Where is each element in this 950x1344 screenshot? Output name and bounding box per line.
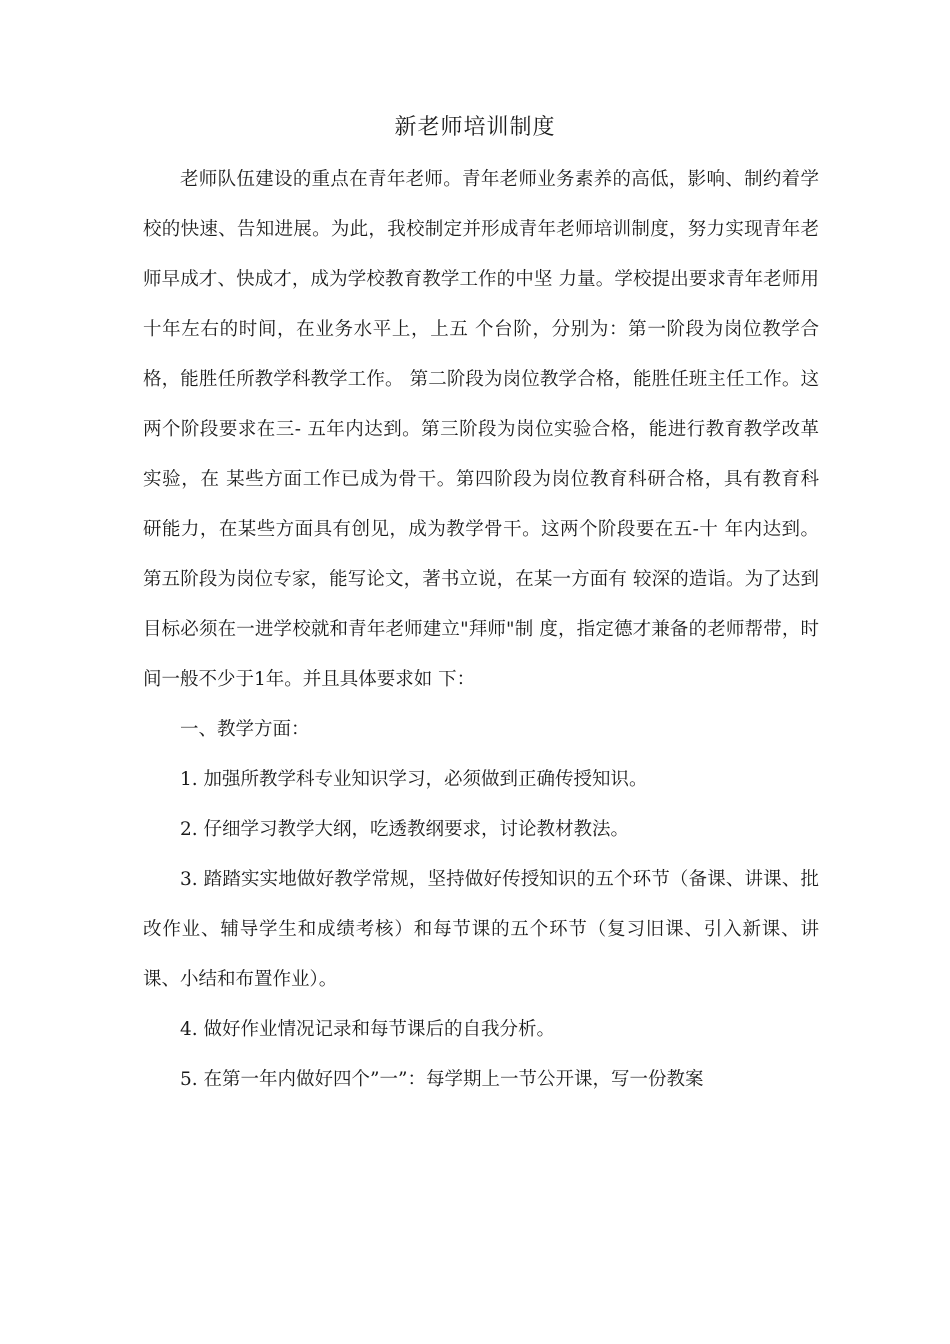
paragraph-item-3: 3. 踏踏实实地做好教学常规，坚持做好传授知识的五个环节（备课、讲课、批改作业、辅导学生和成绩考核）和每节课的五个环节（复习旧课、引入新课、讲课、小结和布置作业）。 [143, 869, 819, 990]
paragraph-item-5: 5. 在第一年内做好四个”一”：每学期上一节公开课，写一份教案 [180, 1069, 704, 1090]
paragraph-intro: 老师队伍建设的重点在青年老师。青年老师业务素养的高低，影响、制约着学校的快速、告知进展。为此，我校制定并形成青年老师培训制度，努力实现青年老师早成才、快成才，成为学校教育教学工作的中坚 力量。学校提出要求青年老师用十年左右的时间，在业务水平上，上五 个台阶，分别为：第一阶段为岗位教学合格，能胜任所教学科教学工作。 第二阶段为岗位教学合格，能胜任班主任工作。这两个阶段要求在三- 五年内达到。第三阶段为岗位实验合格，能进行教育教学改革实验，在 某些方面工作已成为骨干。第四阶段为岗位教育科研合格，具有教育科 研能力，在某些方面具有创见，成为教学骨干。这两个阶段要在五-十 年内达到。第五阶段为岗位专家，能写论文，著书立说，在某一方面有 较深的造诣。为了达到目标必须在一进学校就和青年老师建立"拜师"制 度，指定德才兼备的老师帮带，时间一般不少于1年。并且具体要求如 下： [143, 169, 819, 690]
paragraph-section-heading: 一、教学方面： [180, 719, 310, 740]
document-body [143, 155, 819, 1105]
paragraph-item-2: 2. 仔细学习教学大纲，吃透教纲要求，讨论教材教法。 [180, 819, 630, 840]
paragraph-item-1: 1. 加强所教学科专业知识学习，必须做到正确传授知识。 [180, 769, 648, 790]
document-title: 新老师培训制度 [394, 115, 556, 140]
paragraph-item-4: 4. 做好作业情况记录和每节课后的自我分析。 [180, 1019, 556, 1040]
